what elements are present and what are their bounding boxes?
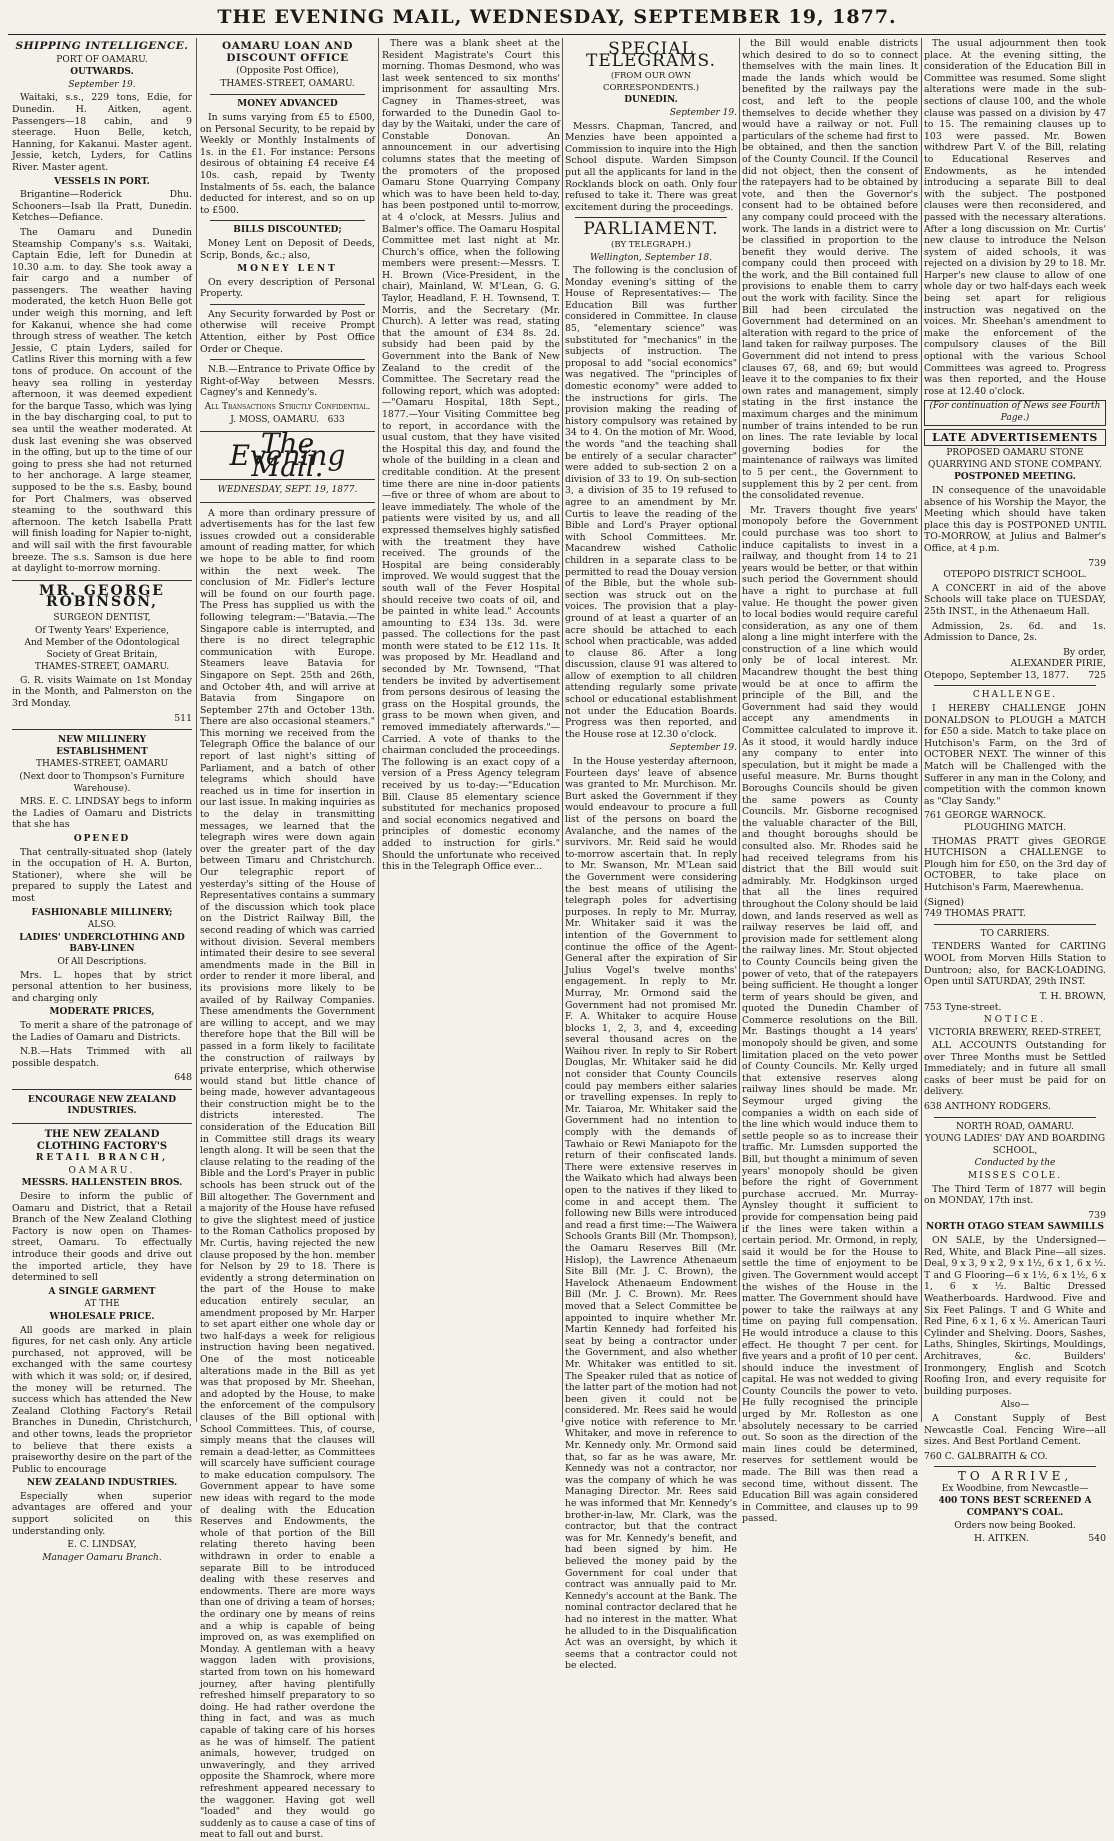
shipping-news: The Oamaru and Dunedin Steamship Company's s.s. Waitaki, Captain Edie, left for Dunedin at 10.30 a.m. to day. She took away a fair cargo and a number of passengers. The weather having moderated, the ketch Huon Belle got under weigh this morning, and left for Kakanui, whence she had come through stress of weather. The ketch Jessie, C ptain Lyders, sailed for Catlins River this morning with a few tons of produce. On account of the heavy sea rolling in yesterday afternoon, it was deemed expedient for the barque Tasso, which was lying in the bay discharging coal, to put to sea until the weather moderated. At dusk last evening she was observed in the offing, but up to the time of our going to press she had not returned to her anchorage. A large steamer, supposed to be the s.s. Easby, bound for Port Chalmers, was observed steaming to the southward this afternoon. The ketch Isabella Pratt will finish loading for Napier to-night, and will sail with the first favourable breeze. The s.s. Samson is due here at daylight to-morrow morning. (12, 226, 192, 575)
port-heading: PORT OF OAMARU. (56, 54, 148, 65)
by-order: By order, (1063, 646, 1106, 658)
carting-text: TENDERS Wanted for CARTING WOOL from Morven Hills Station to Duntroon; also, for BACK-LOADING. Open until SATURDAY, 29th INST. (924, 941, 1106, 988)
dateline: WEDNESDAY, SEPT. 19, 1877. (217, 485, 358, 495)
column-divider (739, 38, 740, 1422)
money-advanced: MONEY ADVANCED (237, 99, 338, 110)
column-divider (921, 38, 922, 1422)
divider (210, 304, 365, 305)
column-3 (382, 38, 560, 1422)
divider (210, 220, 365, 221)
coal-text: A Constant Supply of Best Newcastle Coal. Fencing Wire—all sizes. And Best Portland Cement. (924, 1412, 1106, 1448)
nz-industries: NEW ZEALAND INDUSTRIES. (26, 1478, 178, 1489)
column-1 (12, 38, 192, 1563)
encourage-heading: ENCOURAGE NEW ZEALAND INDUSTRIES. (27, 1094, 177, 1117)
oamaru-label: OAMARU. (68, 1165, 136, 1176)
goods-text: All goods are marked in plain figures, for net cash only. Any article purchased, not approved, will be exchanged with the same courtesy with which it was sold; or, if desired, the money will be returned. The success which has attended the New Zealand Clothing Factory's Retail Branches in Dunedin, Christchurch, and other towns, leads the proprietor to believe that there exists a praiseworthy desire on the part of the Public to encourage (12, 1324, 192, 1475)
galbraith-sign: 760 C. GALBRAITH & CO. (924, 1450, 1048, 1462)
column-4 (565, 38, 737, 1672)
quarry-title: PROPOSED OAMARU STONE QUARRYING AND STONE COMPANY. (928, 448, 1102, 470)
outwards-date: September 19. (68, 79, 136, 90)
rodgers-sign: 638 ANTHONY RODGERS. (924, 1101, 1051, 1113)
moss-signature (200, 415, 375, 427)
brown-place: 753 Tyne-street. (924, 1002, 1002, 1014)
admission-text: Admission, 2s. 6d. and 1s. Admission to Dance, 2s. (924, 620, 1106, 644)
parliament-date: Wellington, September 18. (590, 252, 712, 263)
paper-title: The Evening Mail. (229, 427, 346, 484)
vessels-heading: VESSELS IN PORT. (54, 176, 150, 187)
editorial-text: A more than ordinary pressure of advertisements has for the last few issues crowded out a considerable amount of reading matter, for which we hope to be able to find room within the next week. The conclusion of Mr. Fidler's lecture will be found on our fourth page. The Press has supplied us with the following telegram:—"Batavia.—The Singapore cable is interrupted, and there is no direct telegraphic communication with Europe. Steamers leave Batavia for Singapore on Sept. 25th and 26th, and October 4th, and will arrive at Batavia from Singapore on September 27th and October 13th. There are also occasional steamers." This morning we received from the Telegraph Office the balance of our report of last night's sitting of Parliament, and a batch of other telegrams which should have reached us in time for insertion in our last issue. In making inquiries as to the delay in transmitting messages, we learned that the telegraph wires were down again over the greater part of the day between Timaru and Christchurch. Our telegraphic report of yesterday's sitting of the House of Representatives contains a summary of the discussion which took place on the District Railway Bill, the second reading of which was carried without division. Several members intimated their desire to see several amendments made in the Bill in order to render it more liberal, and its provisions more likely to be availed of by Railway Companies. These amendments the Government are willing to accept, and we may therefore hope that the Bill will be passed in a form likely to facilitate the construction of railways by private enterprise, which otherwise would stand but little chance of being made, however advantageous their construction might be to the districts interested. The consideration of the Education Bill in Committee still drags its weary length along. It will be seen that the clause relating to the reading of the Bible and the Lord's Prayer in public schools has been struck out of the Bill altogether. The Government and a majority of the House have refused to give the slightest meed of justice to the Roman Catholics proposed by Mr. Curtis, having rejected the new clause proposed by the hon. member for Nelson by 29 to 18. There is evidently a strong determination on the part of the House to make education entirely secular, an amendment proposed by Mr. Harper to set apart either one whole day or two half-days a week for religious instruction having been negatived. One of the most noticeable alterations made in the Bill as yet was that proposed by Mr. Sheehan, and adopted by the House, to make the enforcement of the compulsory clauses of the Bill optional with School Committees. This, of course, simply means that the clauses will remain a dead-letter, as Committees will scarcely have sufficient courage to make education compulsory. The Government appear to have some new ideas with regard to the mode of dealing with the Education Reserves and Endowments, the whole of that portion of the Bill relating thereto having been withdrawn in order to enable a separate Bill to be introduced dealing with these reserves and endowments. There are more ways than one of driving a team of horses; the ordinary one by means of reins and a whip is capable of being improved on, as was exemplified on Monday. A gentleman with a heavy waggon laden with provisions, started from town on his homeward journey, after having plentifully refreshed himself preparatory to so doing. He had rather overdone the thing in fact, and was as much capable of taking care of his horses as he was of himself. The patient animals, however, trudged on unwaveringly, and they arrived opposite the Shamrock, where more refreshment appeared necessary to the waggoner. Having got well "loaded" and they would go suddenly as to cause a case of tins of meat to fall out and burst. (200, 507, 375, 1841)
pratt-text: THOMAS PRATT gives GEORGE HUTCHISON a CHALLENGE to Plough him for £50, on the 3rd day of OCTOBER, to take place on Hutchison's Farm, Maerewhenua. (924, 835, 1106, 893)
divider (934, 685, 1096, 686)
dentist-member: And Member of the Odontological Society of Great Britain, (24, 638, 180, 660)
merit-text: To merit a share of the patronage of the Ladies of Oamaru and Districts. (12, 1019, 192, 1043)
divider (210, 359, 365, 360)
divider (12, 1123, 192, 1124)
ad-number: 633 (327, 414, 345, 425)
divider (12, 1089, 192, 1090)
ad-number: 725 (1088, 669, 1106, 681)
railway-debate: Mr. Travers thought five years' monopoly before the Government could purchase was too short to induce capitalists to invest in a railway, and thought from 14 to 21 years would be better, or that within such period the Government should have a right to purchase at full value. He thought the power given to local bodies would require careful consideration, as any one of them along a line might interfere with the construction of a line which would only be of local interest. Mr. Macandrew thought the best thing would be at once to affirm the principle of the Bill, and the Government had said they would accept any amendments in Committee calculated to improve it. As it stood, it would hardly induce any company to enter into speculation, but it might be made a useful measure. Mr. Burns thought Boroughs Councils should be given the same powers as County Councils. Mr. Gisborne recognised the valuable character of the Bill, and thought boroughs should be consulted also. Mr. Rhodes said he had received telegrams from his district that the Bill would suit admirably. Mr. Hodgkinson urged that all the lines required throughout the Colony should be laid down, and lands reserved as well as railway reserves be laid off, and provision made for settlement along the railway lines. Mr. Stout objected to County Councils being given the power of veto, that of the ratepayers being sufficient. He thought a longer term of years should be given, and quoted the Dunedin Chamber of Commerce resolutions on the Bill. Mr. Bastings thought a 14 years' monopoly should be given, and some limitation placed on the veto power of County Councils. Mr. Kelly urged that extensive reserves along railway lines should be made. Mr. Seymour urged giving the companies a width on each side of the line which would induce them to settle people so as to increase their traffic. Mr. Lumsden supported the Bill, but thought a minimum of seven years' monopoly should be given before the right of Government purchase accrued. Mr. Murray-Aynsley thought it sufficient to provide for compensation being paid if the lines were taken within a certain period. Mr. Ormond, in reply, said it would be for the House to settle the time of enjoyment to be given. The Government would accept the wishes of the House in the matter. The Government should have power to take the railways at any time on paying full compensation. He would introduce a clause to this effect. He thought 7 per cent. for five years and a profit of 10 per cent. should induce the investment of capital. He was not wedded to giving County Councils the power to veto. He fully recognised the principle urged by Mr. Rolleston as one absolutely necessary to be carried out. So soon as the direction of the main lines could be determined, reserves for settlement would be made. The Bill was then read a second time, without dissent. The Education Bill was again considered in Committee, and clauses up to 99 passed. (742, 504, 918, 1525)
hallenstein-heading: MESSRS. HALLENSTEIN BROS. (21, 1178, 183, 1189)
pirie-place: Otepopo, September 13, 1877. (924, 669, 1069, 681)
tons-text: 400 TONS BEST SCREENED A COMPANY'S COAL. (938, 1496, 1092, 1519)
special-sub: (FROM OUR OWN CORRESPONDENTS.) (602, 71, 700, 93)
masthead: THE EVENING MAIL, WEDNESDAY, SEPTEMBER 19, 1877. (217, 6, 897, 28)
pirie-name: ALEXANDER PIRIE, (1010, 658, 1106, 670)
aitken-name: H. AITKEN. (974, 1533, 1029, 1545)
divider (12, 729, 192, 730)
money-lent-text: On every description of Personal Property. (200, 276, 375, 300)
sept19-date: September 19. (669, 743, 737, 754)
special-text: Especially when superior advantages are offered and your support solicited on this understanding only. (12, 1490, 192, 1537)
term-text: The Third Term of 1877 will begin on MONDAY, 17th inst. (924, 1183, 1106, 1207)
divider (575, 217, 727, 218)
dentist-address: THAMES-STREET, OAMARU. (34, 662, 170, 673)
dunedin-date: September 19. (669, 107, 737, 118)
outwards-text: Waitaki, s.s., 229 tons, Edie, for Dunedin. H. Aitken, agent. Passengers—18 cabin, and 9 steerage. Huon Belle, ketch, Hanning, for Kakanui. Master agent. Jessie, ketch, Lyders, for Catlins River. Master agent. (12, 92, 192, 173)
parliament-text: The following is the conclusion of Monday evening's sitting of the House of Representatives:— The Education Bill was further considered in Committee. In clause 85, "elementary science" was substituted for "mechanics" in the subjects of instruction. The proposal to add "social economics" was negatived. The "principles of domestic economy" were added to the instructions for girls. The provision making the reading of history compulsory was retained by 34 to 4. On the motion of Mr. Wood, the words "and the teaching shall be entirely of a secular character" were added to sub-section 2 on a division of 33 to 19. On sub-section 3, a division of 35 to 19 refused to agree to an amendment by Mr. Curtis to leave the reading of the Bible and Lord's Prayer optional with School Committees. Mr. Macandrew wished Catholic children in a separate class to be permitted to read the Douay version of the Bible, but the whole sub-section was struck out on the voices. The provision that a play-ground of at least a quarter of an acre should be attached to each school when practicable, was added to clause 86. After a long discussion, clause 91 was altered to allow of exemption to all children attending regularly some private school or educational establishment not under the Education Boards. Progress was then reported, and the House rose at 12.30 o'clock. (565, 265, 737, 740)
single-garment: A SINGLE GARMENT (48, 1286, 156, 1297)
conducted-label: Conducted by the (974, 1158, 1056, 1169)
hats-text: N.B.—Hats Trimmed with all possible despatch. (12, 1046, 192, 1069)
money-lent: MONEY LENT (237, 264, 338, 275)
vessels-text: Brigantine—Roderick Dhu. Schooners—Isab lla Pratt, Dunedin. Ketches—Defiance. (12, 189, 192, 224)
concert-text: A CONCERT in aid of the above Schools will take place on TUESDAY, 25th INST., in the Athenaeum Hall. (924, 582, 1106, 617)
notice-heading: NOTICE. (983, 1014, 1047, 1025)
postponed-text: IN consequence of the unavoidable absence of his Worship the Mayor, the Meeting which should have taken place this day is POSTPONED UNTIL TO-MORROW, at Julius and Balmer's Office, at 4 p.m. (924, 484, 1106, 554)
special-telegrams-title: SPECIAL TELEGRAMS. (586, 39, 716, 71)
outwards-heading: OUTWARDS. (70, 67, 134, 78)
parliament-title: PARLIAMENT. (583, 219, 719, 240)
dentist-visits: G. R. visits Waimate on 1st Monday in the Month, and Palmerston on the 3rd Monday. (12, 674, 192, 710)
sawmills-text: ON SALE, by the Undersigned— Red, White, and Black Pine—all sizes. Deal, 9 x 3, 9 x 2, 9 x 1½, 6 x 1, 6 x ½. T and G Flooring—6 x 1½, 6 x 1½, 6 x 1, 6 x ½. Baltic Dressed Weatherboards. Hardwood. Five and Six Feet Palings. T and G White and Red Pine, 6 x 1, 6 x ½. American Tauri Cylinder and Shelving. Doors, Sashes, Laths, Shingles, Skirtings, Mouldings, Architraves, &c. Builders' Ironmongery, English and Scotch Roofing Iron, and every requisite for building purposes. (924, 1235, 1106, 1397)
dentist-name: MR. GEORGE ROBINSON, (39, 582, 165, 611)
clothing-intro: THE NEW ZEALAND CLOTHING FACTORY'S (36, 1129, 168, 1152)
millinery-address: THAMES-STREET, OAMARU (35, 759, 169, 770)
moderate-label: MODERATE PRICES, (49, 1007, 155, 1018)
wholesale-price: WHOLESALE PRICE. (49, 1311, 155, 1322)
bills-heading: BILLS DISCOUNTED; (233, 225, 342, 236)
masthead-rule (8, 34, 1106, 35)
postponed-heading: POSTPONED MEETING. (954, 472, 1076, 483)
bills-text: Money Lent on Deposit of Deeds, Scrip, Bonds, &c.; also, (200, 237, 375, 261)
retail-branch: RETAIL BRANCH, (35, 1153, 169, 1164)
divider (12, 580, 192, 581)
late-advertisements: LATE ADVERTISEMENTS (924, 429, 1106, 447)
cole-name: MISSES COLE. (967, 1171, 1063, 1182)
pratt-sign: 749 THOMAS PRATT. (924, 908, 1026, 920)
security-text: Any Security forwarded by Post or otherwise will receive Prompt Attention, either by Post Office Order or Cheque. (200, 308, 375, 355)
millinery-title: NEW MILLINERY ESTABLISHMENT (56, 735, 148, 757)
signature-name: E. C. LINDSAY, (67, 1540, 137, 1551)
nb-text: N.B.—Entrance to Private Office by Right-of-Way between Messrs. Cagney's and Kennedy's. (200, 364, 375, 399)
parliament-sub: (BY TELEGRAPH.) (611, 239, 691, 250)
lindsay-hopes: Mrs. L. hopes that by strict personal attention to her business, and charging only (12, 969, 192, 1004)
otepopo-heading: OTEPOPO DISTRICT SCHOOL. (943, 570, 1087, 581)
ad-number: 739 (1088, 557, 1106, 569)
brewery-heading: VICTORIA BREWERY, REED-STREET, (928, 1027, 1102, 1038)
divider (934, 1117, 1096, 1118)
divider (200, 502, 375, 503)
ad-number: 739 (1088, 1209, 1106, 1221)
ad-number: 540 (1088, 1533, 1106, 1545)
challenge-heading: CHALLENGE. (972, 690, 1058, 701)
evening-sitting-text: The usual adjournment then took place. At the evening sitting, the consideration of the Education Bill in Committee was resumed. Some slight alterations were made in the sub-sections of clause 100, and the whole clause was passed on a division by 47 to 15. The remaining clauses up to 103 were passed. Mr. Bowen withdrew Part V. of the Bill, relating to Educational Reserves and Endowments, as he intended introducing a separate Bill to deal with the subject. The postponed clauses were then reconsidered, and passed with the necessary alterations. After a long discussion on Mr. Curtis' new clause to introduce the Nelson system of aided schools, it was rejected on a division by 29 to 18. Mr. Harper's new clause to allow of one whole day or two half-days each week being set apart for religious instruction was negatived on the voices. Mr. Sheehan's amendment to make the enforcement of the compulsory clauses of the Bill optional with the various School Committees was agreed to. Progress was then reported, and the House rose at 12.40 o'clock. (924, 38, 1106, 397)
pirie-line (924, 670, 1106, 682)
signed-label: (Signed) (924, 896, 964, 908)
dunedin-text: Messrs. Chapman, Tancred, and Menzies have been appointed a Commission to inquire into the High School dispute. Warden Simpson put all the applicants for land in the Rocklands block on oath. Only four refused to take it. There was great excitement during the proceedings. (565, 120, 737, 213)
loan-title: OAMARU LOAN AND DISCOUNT OFFICE (222, 40, 353, 64)
aitken-line (924, 1533, 1106, 1545)
ad-number: 511 (174, 712, 192, 724)
orders-text: Orders now being Booked. (954, 1520, 1076, 1531)
lindsay-shop: That centrally-situated shop (lately in the occupation of H. A. Burton, Stationer), where she will be prepared to supply the Latest and most (12, 846, 192, 904)
ladies-label: LADIES' UNDERCLOTHING AND BABY-LINEN (19, 932, 185, 955)
arrive-heading: TO ARRIVE, (957, 1469, 1073, 1484)
also-label-2: Also— (1000, 1400, 1030, 1411)
shipping-title: SHIPPING INTELLIGENCE. (15, 40, 189, 52)
column-divider (196, 38, 197, 1422)
sawmills-heading: NORTH OTAGO STEAM SAWMILLS (925, 1222, 1104, 1233)
column-divider (562, 38, 563, 1422)
column-6 (924, 38, 1106, 1545)
millinery-next: (Next door to Thompson's Furniture Warehouse). (19, 772, 185, 794)
dunedin-heading: DUNEDIN. (624, 95, 678, 106)
ad-number: 648 (174, 1072, 192, 1084)
loan-address: THAMES-STREET, OAMARU. (220, 78, 355, 89)
ploughing-heading: PLOUGHING MATCH. (963, 823, 1067, 833)
railway-text: the Bill would enable districts which desired to do so to connect themselves with the main lines. It made the lands which would be benefited by the railways pay the cost, and left to the people themselves to decide whether they would have a railway or not. Full particulars of the scheme had first to be obtained, and then the sanction of the County Council. If the Council did not object, then the consent of the ratepayers had to be obtained by vote, and then the Governor's consent had to be obtained before any company could proceed with the work. The lands in a district were to be classified in proportion to the benefit they would derive. The company could then proceed with the work, and the Bill contained full provisions to enable them to carry out the work with facility. Since the Bill had been circulated the Government had determined on an alteration with regard to the price of land taken for railway purposes. The Government did not intend to press clauses 67, 68, and 69; but would leave it to the companies to fix their own rates and management, simply stating in the first instance the maximum charges and the minimum number of trains intended to be run on lines. The rate leviable by local governing bodies for the maintenance of railways was limited to 5 per cent., the Government to supplement this by 2 per cent. from the consolidated revenue. (742, 38, 918, 502)
north-road: NORTH ROAD, OAMARU. (956, 1121, 1074, 1132)
confidential: All Transactions Strictly Confidential. (204, 402, 371, 413)
ladies-school: YOUNG LADIES' DAY AND BOARDING SCHOOL, (924, 1134, 1106, 1156)
column-divider (378, 38, 379, 1422)
challenge-sign: 761 GEORGE WARNOCK. (924, 810, 1047, 822)
brown-name: T. H. BROWN, (1039, 990, 1106, 1002)
parliament-text-2: In the House yesterday afternoon, Fourteen days' leave of absence was granted to Mr. Murchison. Mr. Burt asked the Government if they would endeavour to procure a full list of the persons on board the Avalanche, and the names of the survivors. Mr. Reid said he would to-morrow ascertain that. In reply to Mr. Swanson, Mr. M'Lean said the Government were considering the best means of utilising the telegraph poles for advertising purposes. In reply to Mr. Murray, Mr. Whitaker said it was the intention of the Government to continue the office of the Agent-General after the expiration of Sir Julius Vogel's twelve months' engagement. In reply to Mr. Murray, Mr. Ormond said the Government had not promised Mr. F. A. Whitaker to acquire House blocks 1, 2, 3, and 4, exceeding several thousand acres on the Waihou river. In reply to Sir Robert Douglas, Mr. Whitaker said he did not consider that County Councils could pay members either salaries or travelling expenses. In reply to Mr. Taiaroa, Mr. Whitaker said the Government had no intention to comply with the demands of Tawhaio or Rewi Maniapoto for the return of their confiscated lands. There were extensive reserves in the Waikato which had always been open to the natives if they liked to come in and accept them. The following new Bills were introduced and read a first time:—The Waiwera Schools Grants Bill (Mr. Thompson), the Oamaru Reserves Bill (Mr. Hislop), the Lawrence Athenaeum Site Bill (Mr. J. C. Brown), the Havelock Athenaeum Endowment Bill (Mr. J. C. Brown). Mr. Rees moved that a Select Committee be appointed to inquire whether Mr. Martin Kennedy had forfeited his seat by being a contractor under the Government, and also whether Mr. Whitaker was entitled to sit. The Speaker ruled that as notice of the latter part of the motion had not been given it could not be considered. Mr. Rees said he would give notice with reference to Mr. Whitaker, and move in reference to Mr. Kennedy only. Mr. Ormond said that, so far as he was aware, Mr. Kennedy was not a contractor, nor was the company of which he was Managing Director. Mr. Rees said he was informed that Mr. Kennedy's brother-in-law, Mr. Clark, was the contractor, but that the contract was for Mr. Kennedy's benefit, and had been signed by him. He believed the money paid by the Government for coal under that contract was annually paid to Mr. Kennedy's account at the Bank. The nominal contractor declared that he had no interest in the matter. What he alluded to in the Disqualification Act was an oversight, by which it seems that a contractor could not be elected. (565, 756, 737, 1672)
divider (210, 94, 365, 95)
woodbine-text: Ex Woodbine, from Newcastle— (941, 1483, 1089, 1494)
also-label: ALSO. (87, 920, 117, 931)
column-5 (742, 38, 918, 1525)
continuation-note: (For continuation of News see Fourth Page.) (924, 400, 1106, 425)
at-the-label: AT THE (84, 1299, 120, 1310)
opened-label: OPENED (73, 834, 131, 844)
hallenstein-text: Desire to inform the public of Oamaru and District, that a Retail Branch of the New Zealand Clothing Factory is now open on Thames-street, Oamaru. To effectually introduce their goods and drive out the imported article, they have determined to sell (12, 1191, 192, 1284)
loan-sub: (Opposite Post Office), (236, 66, 339, 77)
local-news-text: There was a blank sheet at the Resident Magistrate's Court this morning. Thomas Desmond, who was last week sentenced to six months' imprisonment for assaulting Mrs. Cagney in Thames-street, was forwarded to the Dunedin Gaol to-day by the Waitaki, under the care of Constable Donovan. An announcement in our advertising columns states that the meeting of the promoters of the proposed Oamaru Stone Quarrying Company which was to have been held to-day, has been postponed until to-morrow, at 4 o'clock, at Messrs. Julius and Balmer's office. The Oamaru Hospital Committee met last night at Mr. Church's office, when the following members were present:—Messrs. T. H. Brown (Vice-President, in the chair), Mainland, W. M'Lean, G. G. Taylor, Headland, F. H. Townsend, T. Morris, and the Secretary (Mr. Church). A letter was read, stating that the amount of £34 8s. 2d. subsidy had been paid by the Government into the Bank of New Zealand to the credit of the Committee. The Secretary read the following report, which was adopted:—"Oamaru Hospital, 18th Sept., 1877.—Your Visiting Committee beg to report, in accordance with the usual custom, that they have visited the Hospital this day, and found the whole of the building in a clean and creditable condition. At the present time there are nine in-door patients—five or three of whom are about to leave immediately. The whole of the patients were visited by us, and all expressed themselves highly satisfied with the treatment they have received. The grounds of the Hospital are being considerably improved. We would suggest that the south wall of the Fever Hospital should receive two coats of oil, and be painted in white lead." Accounts amounting to £34 13s. 3d. were passed. The collections for the past month were stated to be £12 11s. It was proposed by Mr. Headland and seconded by Mr. Townsend, "That tenders be invited by advertisement from persons desirous of leasing the grass on the Hospital grounds, the grass to be mown when given, and removed immediately afterwards."—Carried. A vote of thanks to the chairman concluded the proceedings. The following is an exact copy of a version of a Press Agency telegram received by us to-day:—"Education Bill. Clause 85 elementary science substituted for mechanics proposed and social economics negatived and principles of domestic economy added to instruction for girls." Should the unfortunate who received this in the Telegraph Office ever... (382, 38, 560, 873)
challenge-text: I HEREBY CHALLENGE JOHN DONALDSON to PLOUGH a MATCH for £50 a side. Match to take place on Hutchison's Farm, on the 3rd of OCTOBER NEXT. The winner of this Match will be Challenged with the Sufferer in any man in the Colony, and competition with the common known as "Clay Sandy." (924, 703, 1106, 807)
lindsay-intro: MRS. E. C. LINDSAY begs to inform the Ladies of Oamaru and Districts that she has (12, 796, 192, 831)
accounts-text: ALL ACCOUNTS Outstanding for over Three Months must be Settled Immediately; and in future all small casks of beer must be paid for on delivery. (924, 1040, 1106, 1098)
signature-role: Manager Oamaru Branch. (42, 1552, 162, 1563)
column-2 (200, 38, 375, 1841)
all-descriptions: Of All Descriptions. (57, 956, 147, 967)
fashionable-label: FASHIONABLE MILLINERY; (31, 907, 173, 918)
carriers-heading: TO CARRIERS. (980, 928, 1050, 939)
dentist-title: SURGEON DENTIST, (53, 612, 151, 623)
divider (934, 1466, 1096, 1467)
money-text: In sums varying from £5 to £500, on Personal Security, to be repaid by Weekly or Monthly Instalments of 1s. in the £1. For instance: Persons desirous of obtaining £4 receive £4 10s. cash, repaid by Twenty Instalments of 5s. each, the balance deducted for interest, and so on up to £500. (200, 111, 375, 216)
divider (934, 924, 1096, 925)
dentist-experience: Of Twenty Years' Experience, (34, 625, 169, 636)
moss-name: J. MOSS, OAMARU. (230, 414, 319, 425)
